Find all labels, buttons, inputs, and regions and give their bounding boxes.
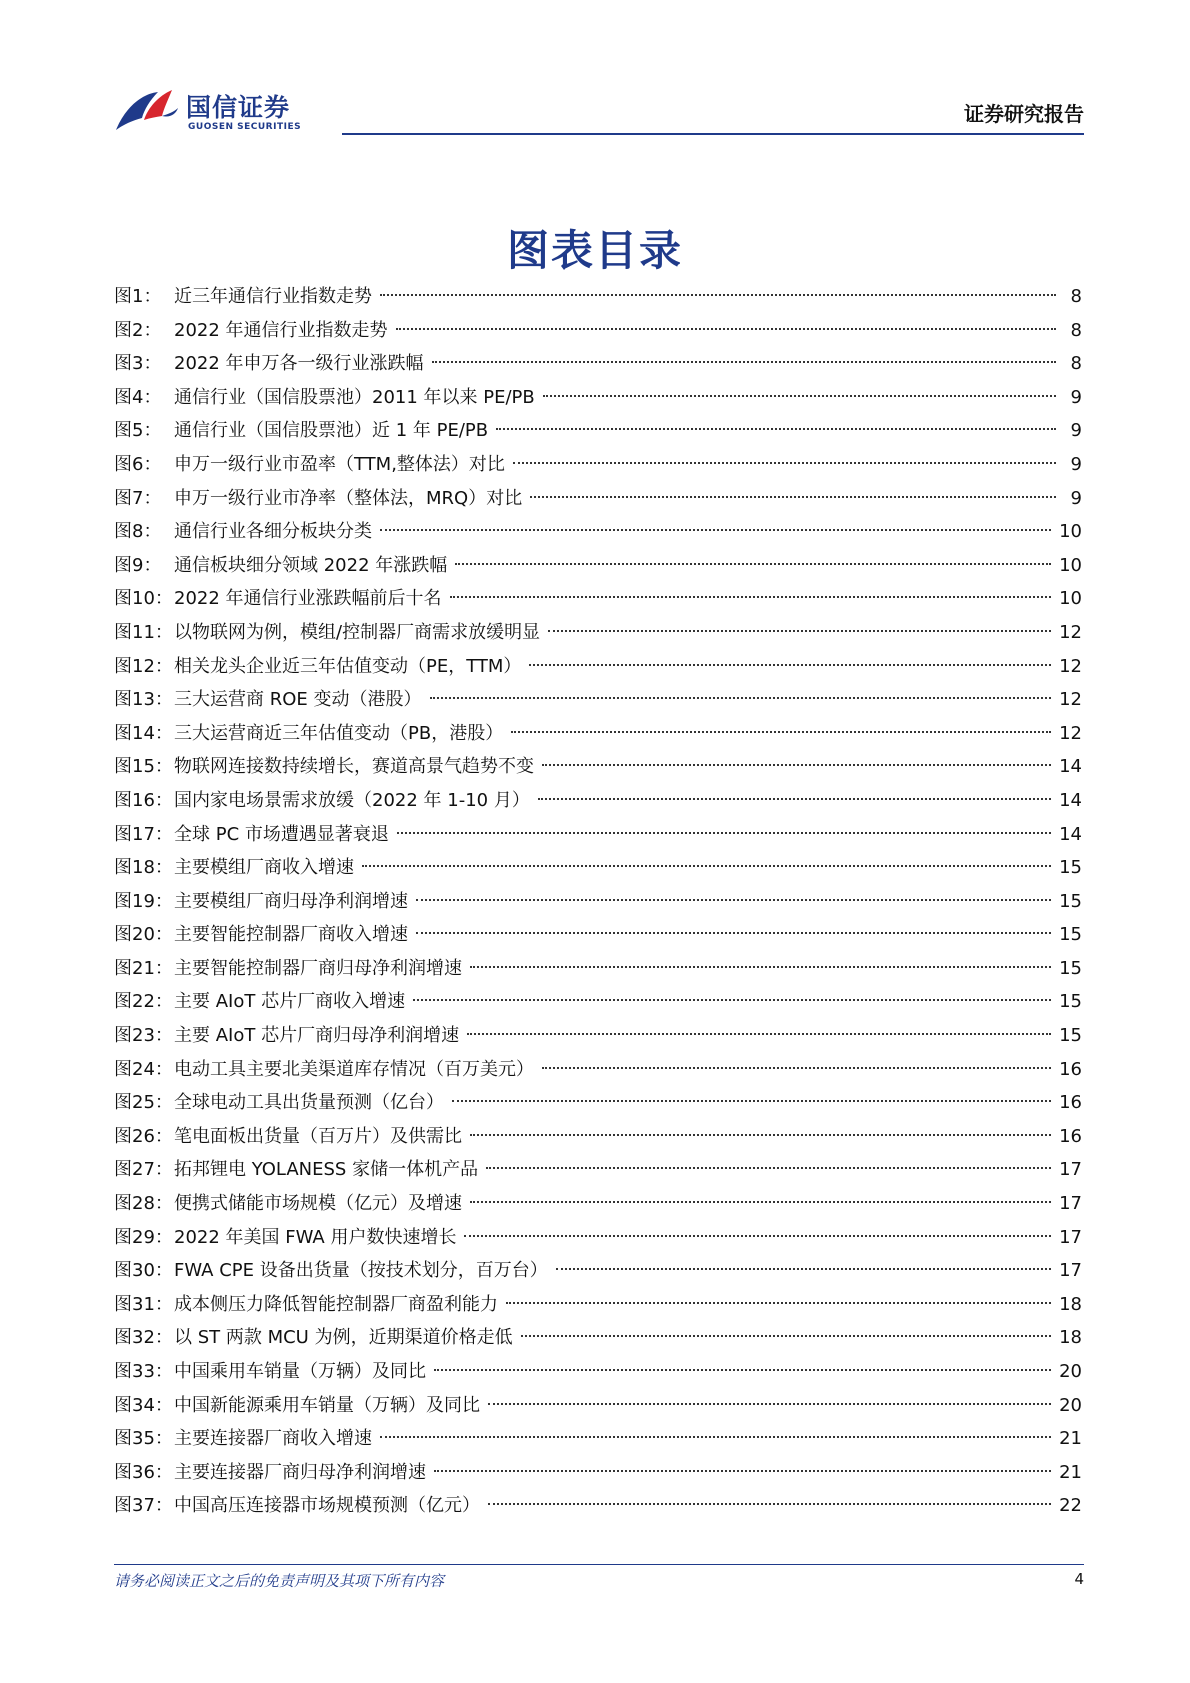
- toc-entry[interactable]: [114, 482, 1082, 516]
- toc-page-number: 14: [1059, 789, 1082, 811]
- toc-page-number: 10: [1059, 588, 1082, 610]
- toc-figure-number: 图19：: [114, 890, 173, 912]
- toc-dot-leader: [470, 966, 1051, 968]
- toc-entry[interactable]: [114, 381, 1082, 415]
- toc-figure-number: 图37：: [114, 1495, 173, 1517]
- toc-dot-leader: [496, 428, 1056, 430]
- toc-entry[interactable]: [114, 1254, 1082, 1288]
- toc-entry-title: [114, 1221, 456, 1255]
- toc-figure-number: 图25：: [114, 1092, 173, 1114]
- toc-entry[interactable]: [114, 1053, 1082, 1087]
- toc-entry[interactable]: [114, 683, 1082, 717]
- toc-figure-caption: 2022 年美国 FWA 用户数快速增长: [174, 1226, 457, 1248]
- toc-entry-title: [114, 1019, 459, 1053]
- header-divider: [342, 133, 1084, 135]
- toc-dot-leader: [488, 1403, 1051, 1405]
- toc-entry[interactable]: [114, 952, 1082, 986]
- toc-entry[interactable]: [114, 1187, 1082, 1221]
- toc-entry[interactable]: [114, 650, 1082, 684]
- page-header: [114, 80, 1084, 140]
- toc-entry-title: [114, 683, 422, 717]
- toc-page-number: 15: [1059, 957, 1082, 979]
- toc-dot-leader: [511, 731, 1051, 733]
- toc-page-number: 12: [1059, 621, 1082, 643]
- toc-page-number: 18: [1059, 1327, 1082, 1349]
- toc-entry[interactable]: [114, 851, 1082, 885]
- report-type-label: 证券研究报告: [964, 102, 1084, 126]
- toc-figure-caption: 主要模组厂商归母净利润增速: [174, 890, 408, 912]
- toc-entry-title: [114, 1086, 444, 1120]
- toc-entry[interactable]: [114, 1120, 1082, 1154]
- toc-dot-leader: [413, 999, 1051, 1001]
- toc-dot-leader: [434, 1470, 1051, 1472]
- toc-page-number: 16: [1059, 1092, 1082, 1114]
- toc-entry[interactable]: [114, 280, 1082, 314]
- toc-figure-caption: 国内家电场景需求放缓（2022 年 1-10 月）: [174, 789, 530, 811]
- toc-figure-number: 图17：: [114, 823, 173, 845]
- toc-entry-title: [114, 1456, 426, 1490]
- toc-figure-number: 图6：: [114, 453, 162, 475]
- toc-entry[interactable]: [114, 985, 1082, 1019]
- toc-dot-leader: [513, 462, 1056, 464]
- toc-figure-caption: 通信行业（国信股票池）近 1 年 PE/PB: [174, 420, 489, 442]
- logo-mark-icon: [114, 86, 180, 132]
- toc-entry-title: [114, 314, 388, 348]
- toc-dot-leader: [543, 395, 1056, 397]
- toc-dot-leader: [530, 496, 1056, 498]
- toc-figure-caption: 物联网连接数持续增长，赛道高景气趋势不变: [174, 756, 534, 778]
- toc-figure-number: 图24：: [114, 1058, 173, 1080]
- toc-figure-caption: 主要智能控制器厂商归母净利润增速: [174, 957, 462, 979]
- toc-entry[interactable]: [114, 347, 1082, 381]
- toc-page-number: 17: [1059, 1226, 1082, 1248]
- toc-entry[interactable]: [114, 717, 1082, 751]
- toc-entry-title: [114, 1153, 478, 1187]
- toc-figure-number: 图28：: [114, 1193, 173, 1215]
- toc-page-number: 10: [1059, 521, 1082, 543]
- toc-entry-title: [114, 549, 447, 583]
- toc-entry-title: [114, 414, 488, 448]
- toc-dot-leader: [434, 1369, 1051, 1371]
- toc-entry[interactable]: [114, 1221, 1082, 1255]
- toc-figure-caption: 相关龙头企业近三年估值变动（PE，TTM）: [174, 655, 522, 677]
- toc-figure-number: 图26：: [114, 1125, 173, 1147]
- toc-figure-caption: 申万一级行业市净率（整体法，MRQ）对比: [174, 487, 523, 509]
- toc-figure-number: 图13：: [114, 689, 173, 711]
- toc-figure-number: 图2：: [114, 319, 162, 341]
- toc-page-number: 12: [1059, 689, 1082, 711]
- toc-page-number: 17: [1059, 1159, 1082, 1181]
- toc-entry-title: [114, 784, 530, 818]
- toc-page-number: 10: [1059, 554, 1082, 576]
- toc-figure-caption: 主要连接器厂商归母净利润增速: [174, 1461, 426, 1483]
- toc-page-number: 9: [1070, 386, 1082, 408]
- toc-figure-caption: 成本侧压力降低智能控制器厂商盈利能力: [174, 1293, 498, 1315]
- toc-entry-title: [114, 952, 462, 986]
- toc-figure-caption: 中国高压连接器市场规模预测（亿元）: [174, 1495, 480, 1517]
- toc-dot-leader: [467, 1033, 1051, 1035]
- toc-figure-number: 图29：: [114, 1226, 173, 1248]
- toc-figure-number: 图18：: [114, 857, 173, 879]
- toc-page-number: 15: [1059, 890, 1082, 912]
- toc-dot-leader: [542, 1067, 1051, 1069]
- toc-figure-caption: 通信行业（国信股票池）2011 年以来 PE/PB: [174, 386, 535, 408]
- company-logo: [114, 80, 344, 140]
- toc-entry-title: [114, 1187, 462, 1221]
- toc-page-number: 18: [1059, 1293, 1082, 1315]
- toc-page-number: 22: [1059, 1495, 1082, 1517]
- toc-page-number: 21: [1059, 1428, 1082, 1450]
- toc-figure-number: 图12：: [114, 655, 173, 677]
- toc-dot-leader: [464, 1235, 1051, 1237]
- toc-entry[interactable]: [114, 918, 1082, 952]
- toc-page-number: 21: [1059, 1461, 1082, 1483]
- toc-figure-caption: 全球 PC 市场遭遇显著衰退: [174, 823, 389, 845]
- toc-dot-leader: [416, 899, 1051, 901]
- toc-dot-leader: [416, 932, 1051, 934]
- toc-figure-caption: 主要 AIoT 芯片厂商归母净利润增速: [174, 1025, 460, 1047]
- toc-figure-caption: 以 ST 两款 MCU 为例，近期渠道价格走低: [174, 1327, 513, 1349]
- toc-page-number: 14: [1059, 756, 1082, 778]
- toc-dot-leader: [486, 1167, 1051, 1169]
- toc-entry-title: [114, 851, 354, 885]
- toc-dot-leader: [470, 1201, 1051, 1203]
- toc-figure-number: 图23：: [114, 1025, 173, 1047]
- toc-dot-leader: [521, 1335, 1052, 1337]
- toc-entry[interactable]: [114, 1321, 1082, 1355]
- toc-page-number: 17: [1059, 1193, 1082, 1215]
- toc-dot-leader: [380, 1436, 1051, 1438]
- toc-figure-number: 图7：: [114, 487, 162, 509]
- toc-page-number: 9: [1070, 453, 1082, 475]
- toc-dot-leader: [488, 1503, 1051, 1505]
- figure-table-of-contents: [114, 280, 1082, 1523]
- toc-page-number: 9: [1070, 420, 1082, 442]
- toc-entry-title: [114, 1053, 534, 1087]
- toc-entry[interactable]: [114, 1422, 1082, 1456]
- toc-entry[interactable]: [114, 549, 1082, 583]
- toc-figure-number: 图10：: [114, 588, 173, 610]
- toc-entry[interactable]: [114, 1153, 1082, 1187]
- toc-entry[interactable]: [114, 515, 1082, 549]
- toc-page-number: 8: [1070, 286, 1082, 307]
- footer-divider: [114, 1564, 1084, 1565]
- toc-entry-title: [114, 582, 442, 616]
- toc-dot-leader: [450, 596, 1052, 598]
- toc-entry-title: [114, 750, 534, 784]
- toc-dot-leader: [455, 563, 1051, 565]
- toc-figure-number: 图14：: [114, 722, 173, 744]
- toc-entry[interactable]: [114, 1355, 1082, 1389]
- toc-dot-leader: [430, 697, 1052, 699]
- toc-figure-caption: 2022 年申万各一级行业涨跌幅: [174, 353, 424, 375]
- toc-entry[interactable]: [114, 582, 1082, 616]
- toc-figure-number: 图31：: [114, 1293, 173, 1315]
- toc-figure-caption: 主要连接器厂商收入增速: [174, 1428, 372, 1450]
- toc-figure-number: 图34：: [114, 1394, 173, 1416]
- toc-figure-caption: 中国新能源乘用车销量（万辆）及同比: [174, 1394, 480, 1416]
- toc-page-number: 15: [1059, 857, 1082, 879]
- toc-entry[interactable]: [114, 885, 1082, 919]
- toc-figure-number: 图3：: [114, 353, 162, 375]
- toc-page-number: 12: [1059, 722, 1082, 744]
- toc-entry-title: [114, 280, 372, 314]
- toc-entry-title: [114, 918, 408, 952]
- toc-page-number: 20: [1059, 1394, 1082, 1416]
- toc-figure-caption: 主要 AIoT 芯片厂商收入增速: [174, 991, 406, 1013]
- toc-figure-caption: 笔电面板出货量（百万片）及供需比: [174, 1125, 462, 1147]
- toc-figure-caption: 2022 年通信行业涨跌幅前后十名: [174, 588, 442, 610]
- toc-entry-title: [114, 885, 408, 919]
- toc-page-number: 8: [1070, 353, 1082, 375]
- toc-figure-caption: 申万一级行业市盈率（TTM,整体法）对比: [174, 453, 505, 475]
- toc-page-number: 16: [1059, 1058, 1082, 1080]
- toc-dot-leader: [397, 832, 1051, 834]
- toc-figure-number: 图9：: [114, 554, 162, 576]
- toc-figure-number: 图5：: [114, 420, 162, 442]
- toc-figure-number: 图15：: [114, 756, 173, 778]
- toc-page-number: 15: [1059, 1025, 1082, 1047]
- toc-figure-number: 图21：: [114, 957, 173, 979]
- toc-dot-leader: [548, 630, 1051, 632]
- toc-entry[interactable]: [114, 1489, 1082, 1523]
- toc-figure-caption: 主要智能控制器厂商收入增速: [174, 924, 408, 946]
- toc-figure-caption: 三大运营商近三年估值变动（PB，港股）: [174, 722, 504, 744]
- toc-dot-leader: [362, 865, 1051, 867]
- toc-entry-title: [114, 985, 405, 1019]
- toc-entry-title: [114, 482, 522, 516]
- toc-figure-number: 图8：: [114, 521, 162, 543]
- toc-figure-number: 图22：: [114, 991, 173, 1013]
- toc-entry-title: [114, 616, 540, 650]
- toc-figure-number: 图27：: [114, 1159, 173, 1181]
- toc-dot-leader: [506, 1302, 1051, 1304]
- toc-entry[interactable]: [114, 818, 1082, 852]
- toc-figure-caption: 近三年通信行业指数走势: [174, 286, 372, 307]
- toc-entry[interactable]: [114, 1086, 1082, 1120]
- page-title: 图表目录: [506, 226, 683, 276]
- toc-entry[interactable]: [114, 448, 1082, 482]
- toc-entry-title: [114, 1120, 462, 1154]
- toc-figure-number: 图32：: [114, 1327, 173, 1349]
- toc-figure-number: 图20：: [114, 924, 173, 946]
- toc-dot-leader: [452, 1100, 1051, 1102]
- toc-entry-title: [114, 1254, 548, 1288]
- toc-entry-title: [114, 1288, 498, 1322]
- toc-entry-title: [114, 818, 389, 852]
- toc-figure-caption: 通信板块细分领域 2022 年涨跌幅: [174, 554, 448, 576]
- toc-figure-caption: 中国乘用车销量（万辆）及同比: [174, 1361, 426, 1382]
- toc-dot-leader: [470, 1134, 1051, 1136]
- toc-figure-number: 图30：: [114, 1260, 173, 1282]
- toc-figure-number: 图36：: [114, 1461, 173, 1483]
- toc-dot-leader: [542, 764, 1051, 766]
- toc-page-number: 12: [1059, 655, 1082, 677]
- toc-figure-caption: 拓邦锂电 YOLANESS 家储一体机产品: [174, 1159, 479, 1181]
- toc-entry[interactable]: [114, 750, 1082, 784]
- footer-disclaimer: 请务必阅读正文之后的免责声明及其项下所有内容: [114, 1572, 445, 1590]
- toc-figure-caption: 通信行业各细分板块分类: [174, 521, 372, 543]
- toc-dot-leader: [380, 294, 1056, 296]
- toc-entry-title: [114, 515, 372, 549]
- toc-entry[interactable]: [114, 1456, 1082, 1490]
- toc-figure-caption: 以物联网为例，模组/控制器厂商需求放缓明显: [174, 621, 541, 643]
- logo-english-name: GUOSEN SECURITIES: [188, 122, 302, 132]
- toc-figure-caption: FWA CPE 设备出货量（按技术划分，百万台）: [174, 1260, 548, 1282]
- toc-page-number: 15: [1059, 991, 1082, 1013]
- toc-dot-leader: [380, 529, 1051, 531]
- toc-figure-number: 图1：: [114, 286, 162, 307]
- toc-page-number: 9: [1070, 487, 1082, 509]
- toc-page-number: 16: [1059, 1125, 1082, 1147]
- toc-entry-title: [114, 1321, 513, 1355]
- toc-figure-caption: 三大运营商 ROE 变动（港股）: [174, 689, 422, 711]
- toc-figure-caption: 2022 年通信行业指数走势: [174, 319, 388, 341]
- toc-figure-caption: 全球电动工具出货量预测（亿台）: [174, 1092, 444, 1114]
- toc-figure-number: 图16：: [114, 789, 173, 811]
- toc-page-number: 14: [1059, 823, 1082, 845]
- toc-dot-leader: [538, 798, 1051, 800]
- toc-dot-leader: [529, 664, 1051, 666]
- toc-figure-number: 图33：: [114, 1361, 173, 1382]
- toc-entry[interactable]: [114, 414, 1082, 448]
- toc-entry-title: [114, 717, 503, 751]
- page-number: 4: [1074, 1570, 1084, 1588]
- toc-dot-leader: [556, 1268, 1051, 1270]
- toc-dot-leader: [432, 361, 1056, 363]
- toc-entry-title: [114, 381, 535, 415]
- toc-figure-caption: 主要模组厂商收入增速: [174, 857, 354, 879]
- toc-entry[interactable]: [114, 784, 1082, 818]
- toc-entry-title: [114, 1355, 426, 1389]
- toc-figure-number: 图35：: [114, 1428, 173, 1450]
- toc-entry[interactable]: [114, 616, 1082, 650]
- toc-page-number: 17: [1059, 1260, 1082, 1282]
- toc-entry-title: [114, 1489, 480, 1523]
- toc-page-number: 8: [1070, 319, 1082, 341]
- toc-figure-number: 图4：: [114, 386, 162, 408]
- toc-entry[interactable]: [114, 1019, 1082, 1053]
- toc-dot-leader: [396, 328, 1056, 330]
- logo-chinese-name: 国信证券: [186, 93, 291, 122]
- toc-entry-title: [114, 448, 505, 482]
- toc-entry-title: [114, 1389, 480, 1423]
- toc-figure-caption: 便携式储能市场规模（亿元）及增速: [174, 1193, 462, 1215]
- toc-page-number: 20: [1059, 1361, 1082, 1382]
- toc-figure-caption: 电动工具主要北美渠道库存情况（百万美元）: [174, 1058, 534, 1080]
- toc-figure-number: 图11：: [114, 621, 173, 643]
- toc-entry[interactable]: [114, 1389, 1082, 1423]
- toc-entry[interactable]: [114, 1288, 1082, 1322]
- toc-entry-title: [114, 650, 521, 684]
- toc-page-number: 15: [1059, 924, 1082, 946]
- toc-entry-title: [114, 347, 424, 381]
- toc-entry[interactable]: [114, 314, 1082, 348]
- toc-entry-title: [114, 1422, 372, 1456]
